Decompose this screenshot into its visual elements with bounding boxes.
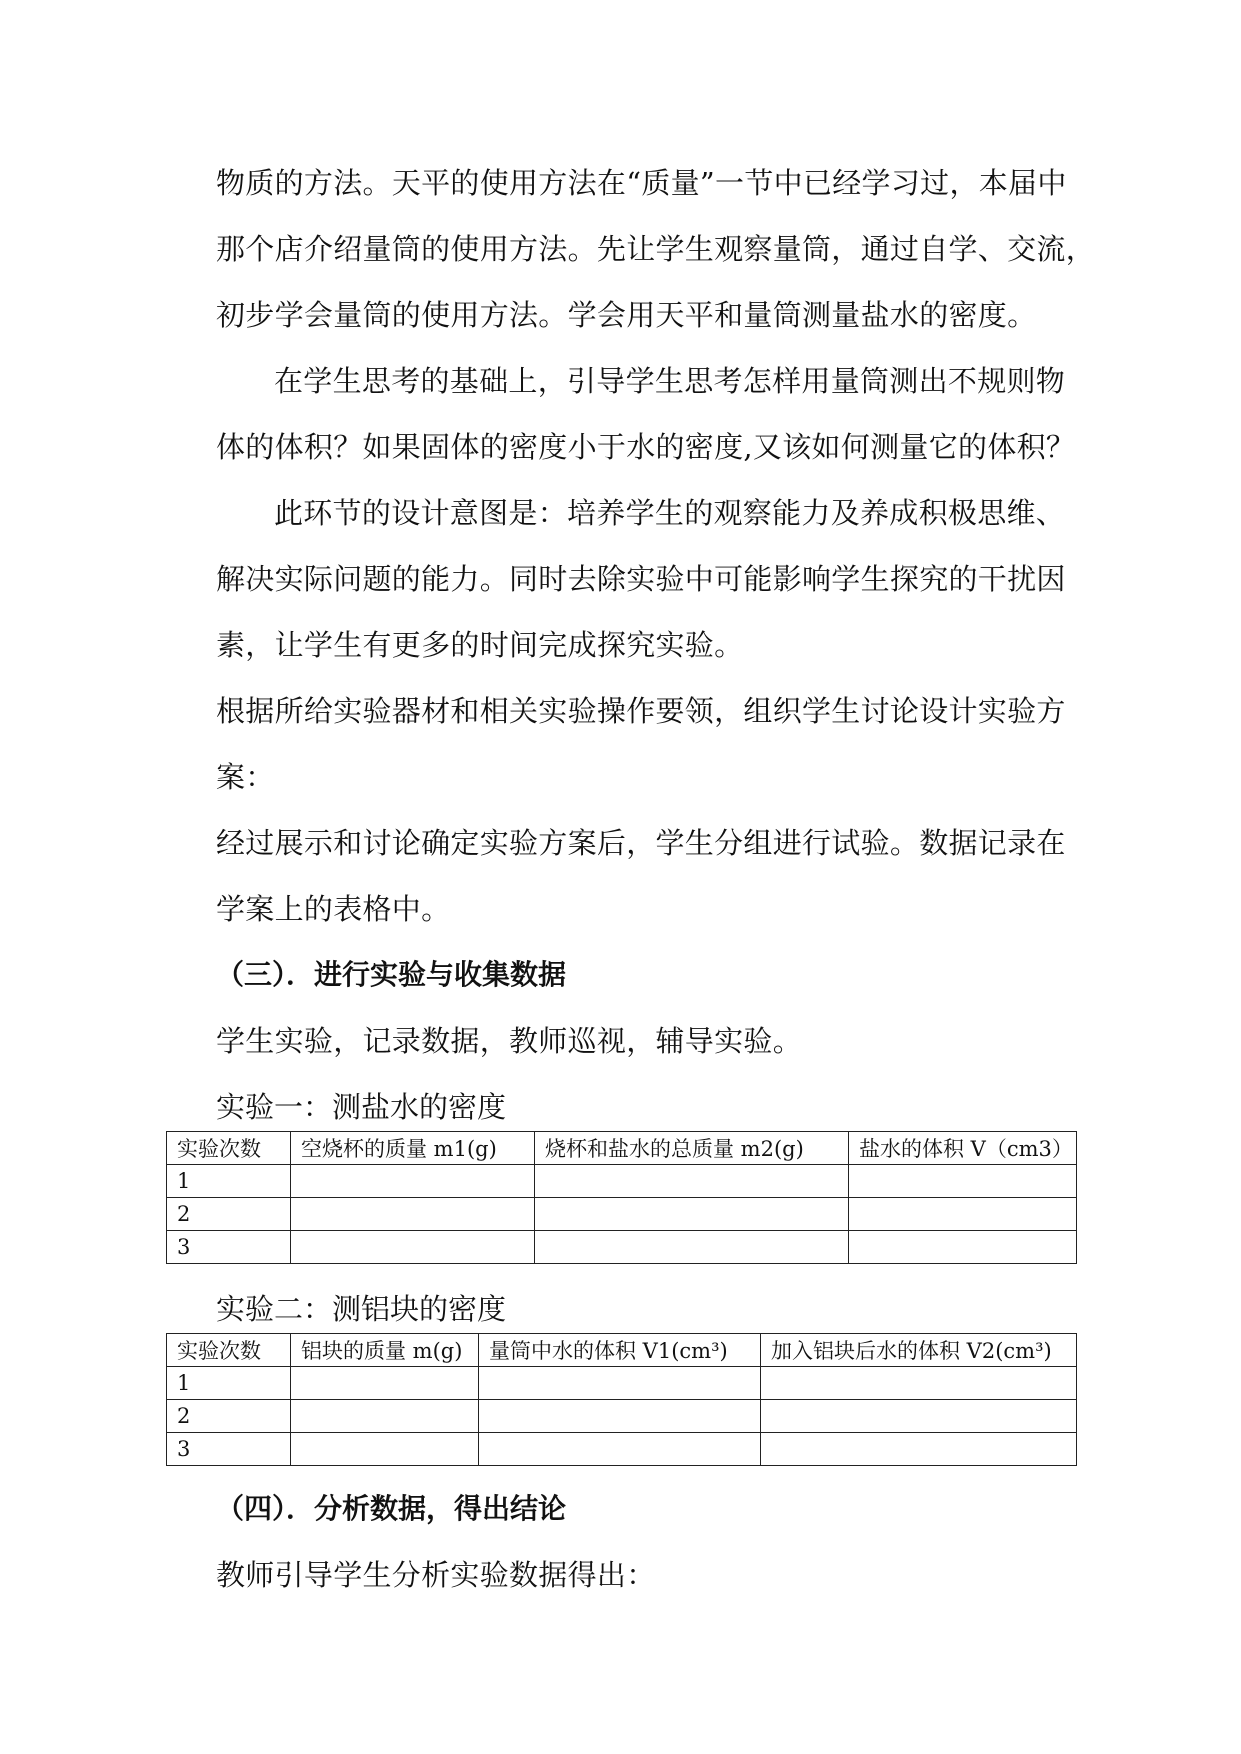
paragraph-line: 学案上的表格中。 [216, 892, 451, 926]
column-header: 实验次数 [167, 1132, 291, 1165]
column-header: 实验次数 [167, 1334, 291, 1367]
table-cell [291, 1400, 479, 1433]
experiment-2-table [166, 1333, 1077, 1466]
table-row [167, 1433, 1077, 1466]
table-cell [849, 1165, 1077, 1198]
table-cell [761, 1367, 1077, 1400]
table-cell [849, 1198, 1077, 1231]
column-header: 盐水的体积 V（cm3） [849, 1132, 1077, 1165]
table-cell [291, 1198, 535, 1231]
paragraph-line: 体的体积？如果固体的密度小于水的密度,又该如何测量它的体积？ [216, 430, 1076, 464]
experiment-title: 实验二：测铝块的密度 [216, 1292, 507, 1326]
paragraph-line: 在学生思考的基础上，引导学生思考怎样用量筒测出不规则物 [274, 364, 1066, 398]
column-header: 加入铝块后水的体积 V2(cm³) [761, 1334, 1077, 1367]
paragraph-line: 此环节的设计意图是：培养学生的观察能力及养成积极思维、 [274, 496, 1066, 530]
table-cell: 2 [167, 1400, 291, 1433]
table-cell [291, 1367, 479, 1400]
paragraph-line: 案： [216, 760, 275, 794]
paragraph-line: 那个店介绍量筒的使用方法。先让学生观察量筒，通过自学、交流， [216, 232, 1096, 266]
table-row [167, 1231, 1077, 1264]
table-row [167, 1367, 1077, 1400]
paragraph-line: 初步学会量筒的使用方法。学会用天平和量筒测量盐水的密度。 [216, 298, 1037, 332]
table-cell [535, 1165, 849, 1198]
column-header: 量筒中水的体积 V1(cm³) [479, 1334, 761, 1367]
table-cell [479, 1433, 761, 1466]
column-header: 烧杯和盐水的总质量 m2(g) [535, 1132, 849, 1165]
table-cell [761, 1433, 1077, 1466]
table-row [167, 1198, 1077, 1231]
paragraph-line: 学生实验，记录数据，教师巡视，辅导实验。 [216, 1024, 803, 1058]
paragraph-line: 物质的方法。天平的使用方法在“质量”一节中已经学习过，本届中 [216, 166, 1067, 200]
table-row [167, 1400, 1077, 1433]
table-cell [535, 1231, 849, 1264]
paragraph-line: 经过展示和讨论确定实验方案后，学生分组进行试验。数据记录在 [216, 826, 1066, 860]
paragraph-line: 素，让学生有更多的时间完成探究实验。 [216, 628, 744, 662]
table-row [167, 1165, 1077, 1198]
experiment-title: 实验一：测盐水的密度 [216, 1090, 507, 1124]
table-cell: 1 [167, 1165, 291, 1198]
table-header-row [167, 1334, 1077, 1367]
table-cell [291, 1165, 535, 1198]
table-cell: 3 [167, 1433, 291, 1466]
table-cell [479, 1367, 761, 1400]
experiment-1-table [166, 1131, 1077, 1264]
section-heading: （三）．进行实验与收集数据 [216, 958, 567, 991]
table-cell [761, 1400, 1077, 1433]
paragraph-line: 解决实际问题的能力。同时去除实验中可能影响学生探究的干扰因 [216, 562, 1066, 596]
table-cell [291, 1231, 535, 1264]
paragraph-line: 教师引导学生分析实验数据得出： [216, 1558, 656, 1592]
column-header: 铝块的质量 m(g) [291, 1334, 479, 1367]
table-cell [291, 1433, 479, 1466]
table-header-row [167, 1132, 1077, 1165]
table-cell [849, 1231, 1077, 1264]
table-cell [535, 1198, 849, 1231]
table-cell: 3 [167, 1231, 291, 1264]
section-heading: （四）．分析数据，得出结论 [216, 1492, 567, 1525]
paragraph-line: 根据所给实验器材和相关实验操作要领，组织学生讨论设计实验方 [216, 694, 1066, 728]
table-cell [479, 1400, 761, 1433]
table-cell: 2 [167, 1198, 291, 1231]
table-cell: 1 [167, 1367, 291, 1400]
column-header: 空烧杯的质量 m1(g) [291, 1132, 535, 1165]
